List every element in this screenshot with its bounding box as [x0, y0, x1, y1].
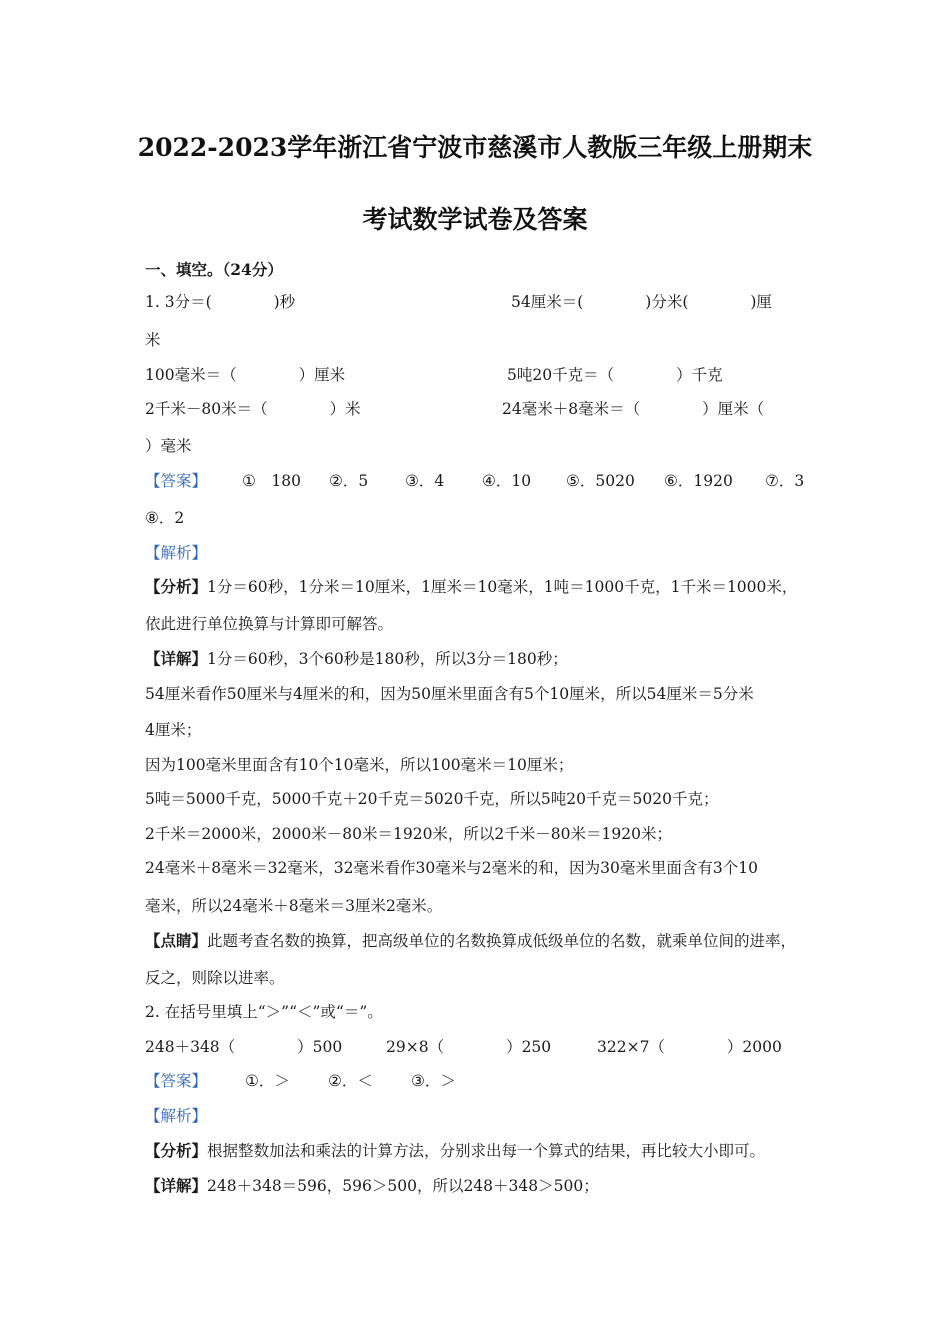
q1-answer-6: ⑥．1920: [664, 472, 733, 490]
q1-detail-line5: 5吨＝5000千克，5000千克＋20千克＝5020千克，所以5吨20千克＝5020千克；: [145, 790, 719, 808]
q1-item-c-left: 2千米－80米＝（ ）米: [145, 400, 361, 418]
q1-tip-line2: 反之，则除以进率。: [145, 969, 285, 987]
q2-expr-3: 322×7（ ）2000: [597, 1038, 782, 1056]
q1-answer-tag: 【答案】: [145, 472, 208, 490]
q1-item-a-cont: 米: [145, 331, 161, 349]
q1-item-b-right: 5吨20千克＝（ ）千克: [507, 366, 723, 384]
q1-item-c-right: 24毫米＋8毫米＝（ ）厘米（: [502, 400, 765, 418]
q2-answer-2: ②．＜: [328, 1072, 373, 1090]
q1-detail-line1: [145, 649, 568, 669]
q1-detail-line7: 24毫米＋8毫米＝32毫米，32毫米看作30毫米与2毫米的和，因为30毫米里面含有3个10: [145, 859, 758, 877]
q1-item-a-left: 1. 3分＝( )秒: [145, 293, 296, 311]
q1-item-b-left: 100毫米＝（ ）厘米: [145, 366, 346, 384]
q1-detail-line2: 54厘米看作50厘米与4厘米的和，因为50厘米里面含有5个10厘米，所以54厘米＝5分米: [145, 685, 754, 703]
q1-item-c-cont: ）毫米: [145, 437, 192, 455]
q1-analysis-line2: 依此进行单位换算与计算即可解答。: [145, 615, 394, 633]
detail-label: 【详解】: [145, 649, 208, 668]
q1-answer-8: ⑧．2: [145, 509, 185, 527]
q2-analysis-tag: 【解析】: [145, 1107, 208, 1125]
detail-text: 248＋348＝596，596＞500，所以248＋348＞500；: [207, 1177, 599, 1195]
analysis-text: 1分＝60秒，1分米＝10厘米，1厘米＝10毫米，1吨＝1000千克，1千米＝1000米，: [207, 578, 798, 596]
document-title-line1: 2022-2023学年浙江省宁波市慈溪市人教版三年级上册期末: [137, 133, 813, 162]
q1-detail-line8: 毫米，所以24毫米＋8毫米＝3厘米2毫米。: [145, 897, 443, 915]
q2-answer-3: ③．＞: [411, 1072, 456, 1090]
q2-expr-2: 29×8（ ）250: [386, 1038, 552, 1056]
section-heading: 一、填空。（24分）: [145, 260, 283, 279]
tip-text: 此题考查名数的换算，把高级单位的名数换算成低级单位的名数，就乘单位间的进率，: [207, 932, 797, 950]
q1-tip-line1: [145, 931, 796, 951]
q1-detail-line4: 因为100毫米里面含有10个10毫米，所以100毫米＝10厘米；: [145, 756, 574, 774]
q2-answer-tag: 【答案】: [145, 1072, 208, 1090]
q1-answer-4: ④．10: [482, 472, 532, 490]
analysis-label: 【分析】: [145, 1141, 208, 1160]
q2-expr-1: 248＋348（ ）500: [145, 1038, 343, 1056]
q1-analysis-tag: 【解析】: [145, 544, 208, 562]
q2-prompt: 2. 在括号里填上“＞”“＜”或“＝”。: [145, 1003, 383, 1021]
detail-text: 1分＝60秒，3个60秒是180秒，所以3分＝180秒；: [207, 650, 568, 668]
document-title-line2: 考试数学试卷及答案: [362, 205, 588, 234]
detail-label: 【详解】: [145, 1176, 208, 1195]
q2-answer-1: ①．＞: [245, 1072, 290, 1090]
q1-answer-1: ① 180: [242, 472, 301, 490]
q2-analysis-line1: [145, 1141, 765, 1161]
q1-answer-5: ⑤．5020: [566, 472, 635, 490]
q2-detail-line1: [145, 1176, 599, 1196]
analysis-label: 【分析】: [145, 577, 208, 596]
analysis-text: 根据整数加法和乘法的计算方法，分别求出每一个算式的结果，再比较大小即可。: [207, 1142, 766, 1160]
q1-answer-3: ③．4: [405, 472, 445, 490]
q1-answer-7: ⑦．3: [765, 472, 805, 490]
q1-detail-line3: 4厘米；: [145, 721, 202, 739]
q1-item-a-right: 54厘米＝( )分米( )厘: [511, 293, 772, 311]
q1-analysis-line1: [145, 577, 797, 597]
q1-detail-line6: 2千米＝2000米，2000米－80米＝1920米，所以2千米－80米＝1920米；: [145, 825, 672, 843]
tip-label: 【点睛】: [145, 931, 208, 950]
q1-answer-2: ②．5: [329, 472, 369, 490]
